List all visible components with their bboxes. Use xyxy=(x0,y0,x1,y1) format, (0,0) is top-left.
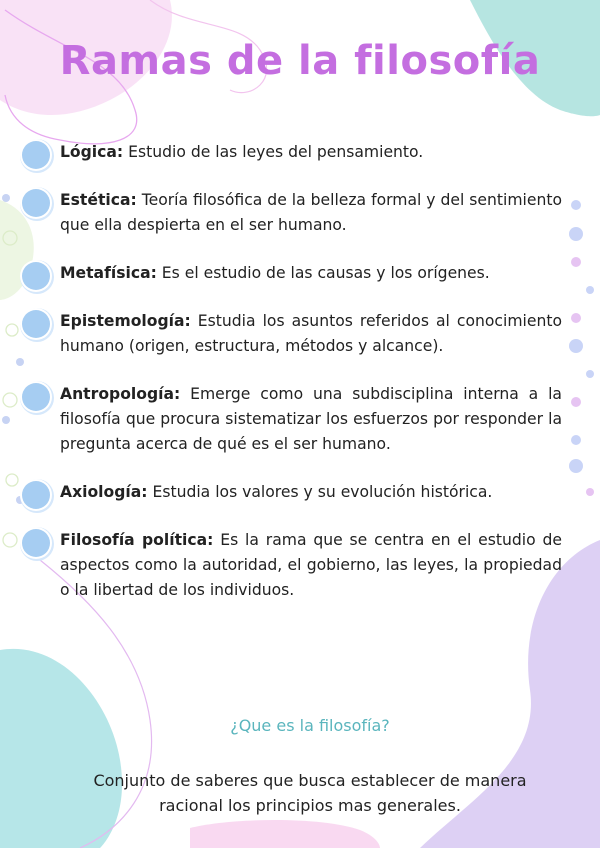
bullet-dot-icon xyxy=(22,529,50,557)
branch-item-axiologia xyxy=(22,480,562,505)
branch-item-metafisica xyxy=(22,261,562,286)
bullet-dot-icon xyxy=(22,141,50,169)
branch-description: Teoría filosófica de la belleza formal y del sentimiento que ella despierta en el ser humano. xyxy=(60,191,562,234)
branch-description: Estudio de las leyes del pensamiento. xyxy=(123,143,424,161)
branch-item-estetica xyxy=(22,188,562,238)
bullet-dot-icon xyxy=(22,310,50,338)
branches-list xyxy=(22,140,562,603)
branch-description: Estudia los valores y su evolución histórica. xyxy=(147,483,493,501)
branch-description: Emerge como una subdisciplina interna a la filosofía que procura sistematizar los esfuerzos por responder la pregunta acerca de qué es el ser humano. xyxy=(60,385,562,453)
pink-blob-bottom xyxy=(190,820,380,848)
bullet-dot-icon xyxy=(22,262,50,290)
teal-blob-bottom-left xyxy=(0,649,122,848)
branch-term: Epistemología: xyxy=(60,312,191,330)
branch-term: Estética: xyxy=(60,191,137,209)
bullet-dot-icon xyxy=(22,189,50,217)
branch-item-epistemologia xyxy=(22,309,562,359)
page-title: Ramas de la filosofía xyxy=(59,38,541,84)
branch-description: Es la rama que se centra en el estudio de aspectos como la autoridad, el gobierno, las leyes, la propiedad o la libertad de los individuos. xyxy=(60,531,562,599)
branch-term: Metafísica: xyxy=(60,264,157,282)
dots-right xyxy=(569,200,594,496)
branch-description: Estudia los asuntos referidos al conocimiento humano (origen, estructura, métodos y alcance). xyxy=(60,312,562,355)
bullet-dot-icon xyxy=(22,481,50,509)
question-answer: Conjunto de saberes que busca establecer de manera racional los principios mas generales. xyxy=(93,771,527,815)
branch-term: Antropología: xyxy=(60,385,181,403)
branch-item-filosofia-politica xyxy=(22,528,562,603)
bullet-dot-icon xyxy=(22,383,50,411)
branch-term: Filosofía política: xyxy=(60,531,214,549)
branch-term: Lógica: xyxy=(60,143,124,161)
question-heading: ¿Que es la filosofía? xyxy=(230,716,390,735)
branch-term: Axiología: xyxy=(60,483,148,501)
branch-item-logica xyxy=(22,140,562,165)
branch-description: Es el estudio de las causas y los orígenes. xyxy=(156,264,490,282)
branch-item-antropologia xyxy=(22,382,562,457)
